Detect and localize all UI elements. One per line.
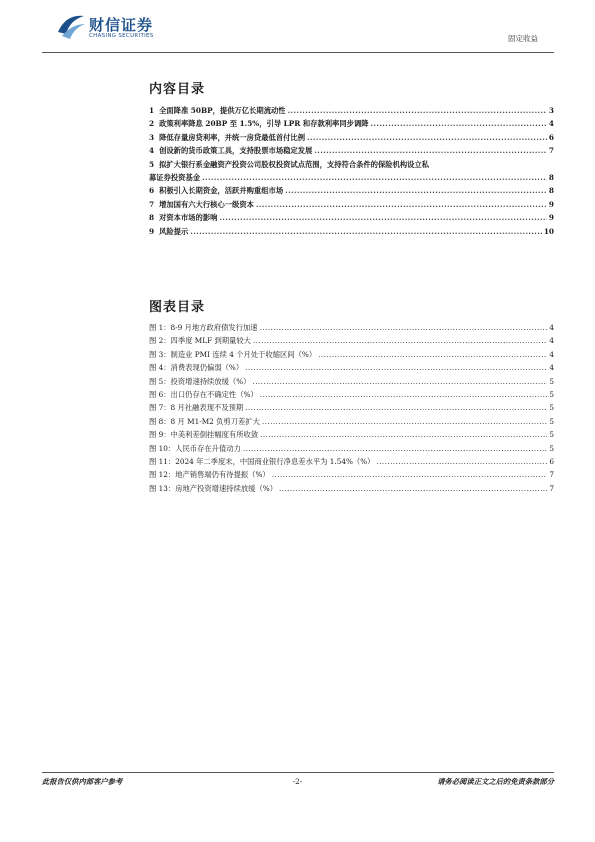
toc-item-page: 3 [548,106,554,115]
toc-leader [285,184,547,197]
toc-leader [260,428,547,441]
figure-item-page: 7 [549,483,554,493]
logo-text-cn: 财信证券 [89,16,154,34]
toc-item-page: 6 [548,132,554,142]
toc-item-text: 募证券投资基金 [149,172,201,182]
toc-item[interactable] [149,184,554,197]
figure-item-label: 图 10：人民币存在升值动力 [149,443,241,453]
toc-leader [288,104,547,117]
figure-item-label: 图 1：8-9 月地方政府债发行加速 [149,323,258,332]
toc-leader [219,211,546,224]
figure-item-label: 图 13：房地产投资增速持续放缓（%） [149,483,277,493]
toc-leader [256,198,547,211]
toc-item[interactable] [149,198,554,211]
figure-item[interactable] [149,321,554,334]
logo-mark-icon [56,12,86,42]
figure-item-page: 4 [549,336,554,346]
toc-item-text: 积极引入长期资金，活跃并购重组市场 [159,186,284,196]
toc-item-number: 6 [149,186,155,196]
figure-item-page: 4 [549,323,554,332]
toc-leader [253,334,547,347]
figure-item-page: 6 [549,456,554,466]
figure-item[interactable] [149,415,554,428]
figure-item-page: 7 [549,470,554,480]
figure-item[interactable] [149,468,554,481]
figure-item-label: 图 2：四季度 MLF 到期量较大 [149,336,251,346]
figure-item-label: 图 3：制造业 PMI 连续 4 个月处于收缩区间（%） [149,349,317,359]
toc-item-page: 8 [548,186,554,196]
figures-list [149,321,554,495]
toc-item-page: 9 [548,199,554,209]
figure-item[interactable] [149,388,554,401]
figure-item-page: 5 [549,376,554,386]
toc-item-number: 7 [149,199,155,209]
toc-item[interactable] [149,158,554,171]
toc-item-text: 降低存量房贷利率，并统一房贷最低首付比例 [159,132,306,142]
toc-item[interactable] [149,117,554,130]
report-category: 固定收益 [508,34,538,43]
figure-item-label: 图 4：消费表现仍偏弱（%） [149,363,244,373]
figure-item[interactable] [149,442,554,455]
toc-item-number: 5 [149,159,155,169]
toc-item-number: 4 [149,146,155,156]
figure-item[interactable] [149,428,554,441]
toc-leader [260,388,548,401]
toc-item-page: 10 [543,226,554,236]
toc-item-number: 9 [149,226,155,236]
figure-item-page: 5 [549,403,554,413]
toc-item-page: 4 [548,119,554,129]
figure-item-label: 图 8：8 月 M1-M2 负剪刀差扩大 [149,416,260,426]
figures-title: 图表目录 [149,300,206,315]
toc-item-page: 7 [548,146,554,156]
footer-divider [42,772,554,773]
toc-item[interactable] [149,131,554,144]
figure-item-label: 图 11：2024 年二季度末，中国商业银行净息差水平为 1.54%（%） [149,456,375,466]
figure-item[interactable] [149,375,554,388]
footer-disclaimer-left: 此报告仅供内部客户参考 [42,777,123,786]
contents-list [149,104,554,238]
toc-leader [190,225,542,238]
toc-leader [245,361,547,374]
toc-leader [243,442,547,455]
toc-leader [371,117,547,130]
figure-item-page: 5 [549,389,554,399]
contents-title: 内容目录 [149,82,206,97]
figure-item-page: 5 [549,416,554,426]
figure-item[interactable] [149,455,554,468]
figure-item-page: 4 [549,349,554,359]
figure-item-page: 5 [549,443,554,453]
figure-item-page: 4 [549,363,554,373]
toc-item[interactable] [149,104,554,117]
toc-leader [307,131,547,144]
figure-item[interactable] [149,334,554,347]
figure-item-label: 图 6：出口仍存在不确定性（%） [149,389,258,399]
toc-leader [260,321,548,334]
figure-item[interactable] [149,401,554,414]
toc-item-page: 9 [548,213,554,223]
toc-item-text: 对资本市场的影响 [159,213,218,223]
toc-item[interactable] [149,225,554,238]
toc-item-text: 拟扩大银行系金融资产投资公司股权投资试点范围，支持符合条件的保险机构设立私 [159,159,430,169]
toc-leader [314,144,547,157]
toc-leader [318,348,547,361]
figure-item-page: 5 [549,430,554,440]
toc-leader [376,455,547,468]
figure-item-label: 图 5：投资增速持续放缓（%） [149,376,251,386]
toc-item-text: 全面降准 50BP，提供万亿长期流动性 [159,106,286,115]
toc-item-page: 8 [548,172,554,182]
figure-item[interactable] [149,482,554,495]
toc-item-continuation[interactable] [149,171,554,184]
toc-item[interactable] [149,144,554,157]
toc-item-number: 3 [149,132,155,142]
toc-item-text: 政策利率降息 20BP 至 1.5%，引导 LPR 和存款利率同步调降 [159,119,369,129]
header-divider [42,52,554,53]
toc-item-number: 1 [149,106,155,115]
toc-item-number: 8 [149,213,155,223]
company-logo [56,12,166,46]
toc-leader [202,171,547,184]
toc-leader [252,375,547,388]
page-number: -2- [292,777,303,786]
toc-item-text: 创设新的货币政策工具，支持股票市场稳定发展 [159,146,313,156]
toc-leader [279,482,547,495]
figure-item-label: 图 9：中美利差倒挂幅度有所收敛 [149,430,259,440]
figure-item-label: 图 7：8 月社融表现不及预期 [149,403,244,413]
page-header [0,0,595,60]
logo-text-en: CHASING SECURITIES [89,33,154,39]
toc-item-text: 增加国有六大行核心一级资本 [159,199,254,209]
toc-item-number: 2 [149,119,155,129]
figure-item[interactable] [149,361,554,374]
toc-leader [272,468,548,481]
toc-leader [245,401,547,414]
figure-item[interactable] [149,348,554,361]
toc-item[interactable] [149,211,554,224]
toc-item-text: 风险提示 [159,226,189,236]
toc-leader [262,415,547,428]
footer-disclaimer-right: 请务必阅读正文之后的免责条款部分 [437,777,554,786]
figure-item-label: 图 12：地产销售端仍有待提振（%） [149,470,270,480]
